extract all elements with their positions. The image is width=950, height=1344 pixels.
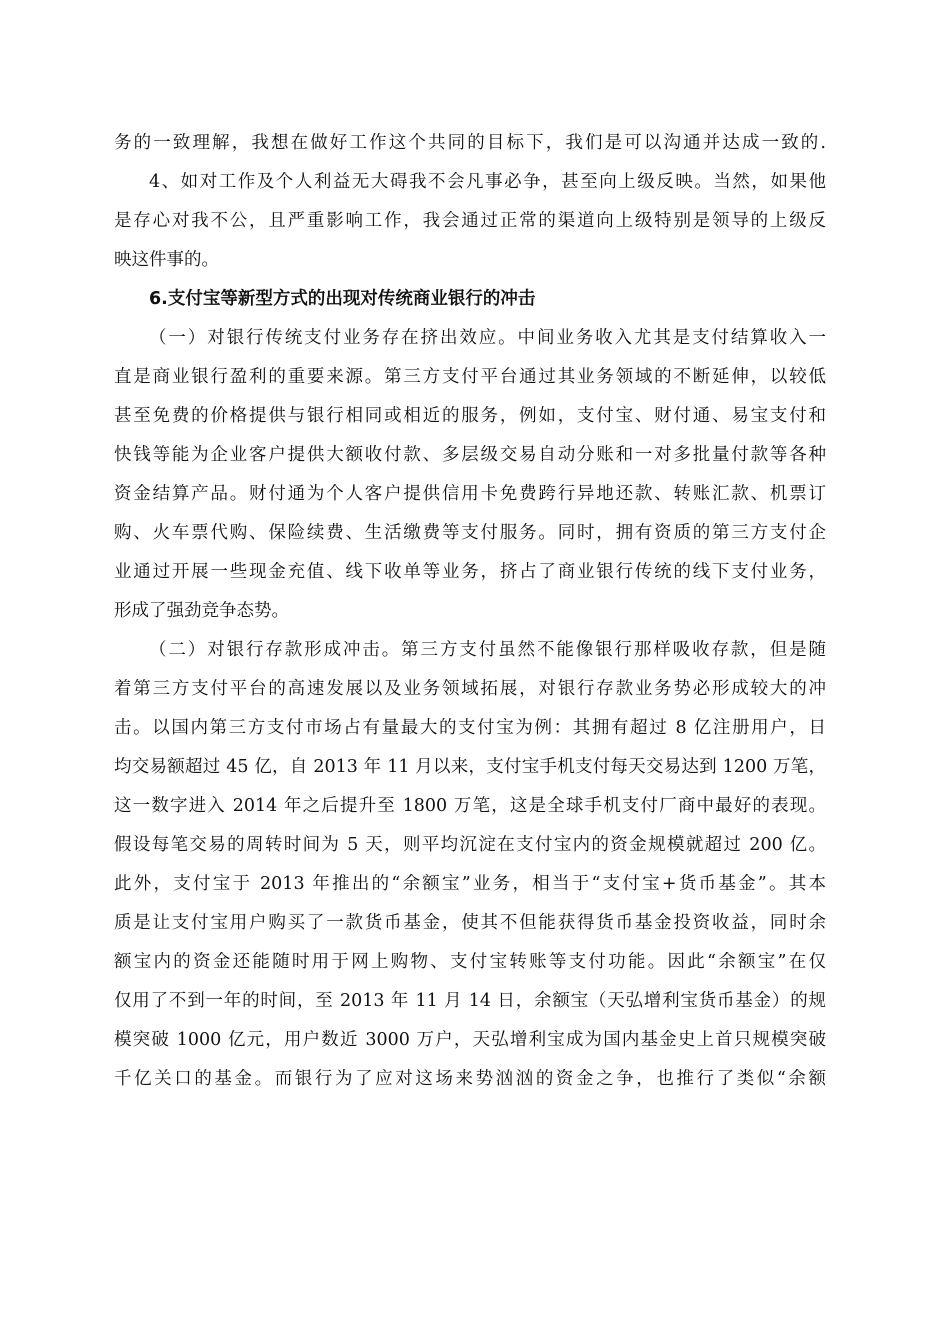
text-line: 业通过开展一些现金充值、线下收单等业务，挤占了商业银行传统的线下支付业务， (114, 562, 826, 582)
text-line: 资金结算产品。财付通为个人客户提供信用卡免费跨行异地还款、转账汇款、机票订 (114, 484, 826, 504)
text-line: 假设每笔交易的周转时间为 5 天，则平均沉淀在支付宝内的资金规模就超过 200 亿。 (114, 835, 826, 855)
paragraph-end-line: 形成了强劲竞争态势。 (114, 601, 289, 621)
section-heading: 6.支付宝等新型方式的出现对传统商业银行的冲击 (149, 289, 536, 309)
text-line: 购、火车票代购、保险续费、生活缴费等支付服务。同时，拥有资质的第三方支付企 (114, 523, 826, 543)
paragraph-start-line: （二）对银行存款形成冲击。第三方支付虽然不能像银行那样吸收存款，但是随 (149, 640, 826, 660)
text-line: 仅用了不到一年的时间，至 2013 年 11 月 14 日，余额宝（天弘增利宝货币基金）的规 (114, 991, 826, 1011)
text-line: 质是让支付宝用户购买了一款货币基金，使其不但能获得货币基金投资收益，同时余 (114, 913, 826, 933)
text-line: 是存心对我不公，且严重影响工作，我会通过正常的渠道向上级特别是领导的上级反 (114, 211, 826, 231)
text-line: 着第三方支付平台的高速发展以及业务领域拓展，对银行存款业务势必形成较大的冲 (114, 679, 826, 699)
text-line: 额宝内的资金还能随时用于网上购物、支付宝转账等支付功能。因此“余额宝”在仅 (114, 952, 826, 972)
text-line: 甚至免费的价格提供与银行相同或相近的服务，例如，支付宝、财付通、易宝支付和 (114, 406, 826, 426)
paragraph-end-line: 映这件事的。 (114, 250, 219, 270)
paragraph-start-line: （一）对银行传统支付业务存在挤出效应。中间业务收入尤其是支付结算收入一 (149, 328, 826, 348)
text-line: 击。以国内第三方支付市场占有量最大的支付宝为例：其拥有超过 8 亿注册用户，日 (114, 718, 826, 738)
text-line: 模突破 1000 亿元，用户数近 3000 万户，天弘增利宝成为国内基金史上首只规模突破 (114, 1030, 826, 1050)
text-line: 快钱等能为企业客户提供大额收付款、多层级交易自动分账和一对多批量付款等各种 (114, 445, 826, 465)
text-line: 此外，支付宝于 2013 年推出的“余额宝”业务，相当于“支付宝+货币基金”。其本 (114, 874, 826, 894)
paragraph-start-line: 4、如对工作及个人利益无大碍我不会凡事必争，甚至向上级反映。当然，如果他 (149, 172, 826, 192)
text-line: 这一数字进入 2014 年之后提升至 1800 万笔，这是全球手机支付厂商中最好的表现。 (114, 796, 826, 816)
text-line: 均交易额超过 45 亿，自 2013 年 11 月以来，支付宝手机支付每天交易达到 1200 万笔， (114, 757, 826, 777)
text-line: 务的一致理解，我想在做好工作这个共同的目标下，我们是可以沟通并达成一致的. (114, 133, 826, 153)
text-line: 千亿关口的基金。而银行为了应对这场来势汹汹的资金之争，也推行了类似“余额 (114, 1069, 826, 1089)
document-body (114, 124, 826, 1099)
text-line: 直是商业银行盈利的重要来源。第三方支付平台通过其业务领域的不断延伸，以较低 (114, 367, 826, 387)
